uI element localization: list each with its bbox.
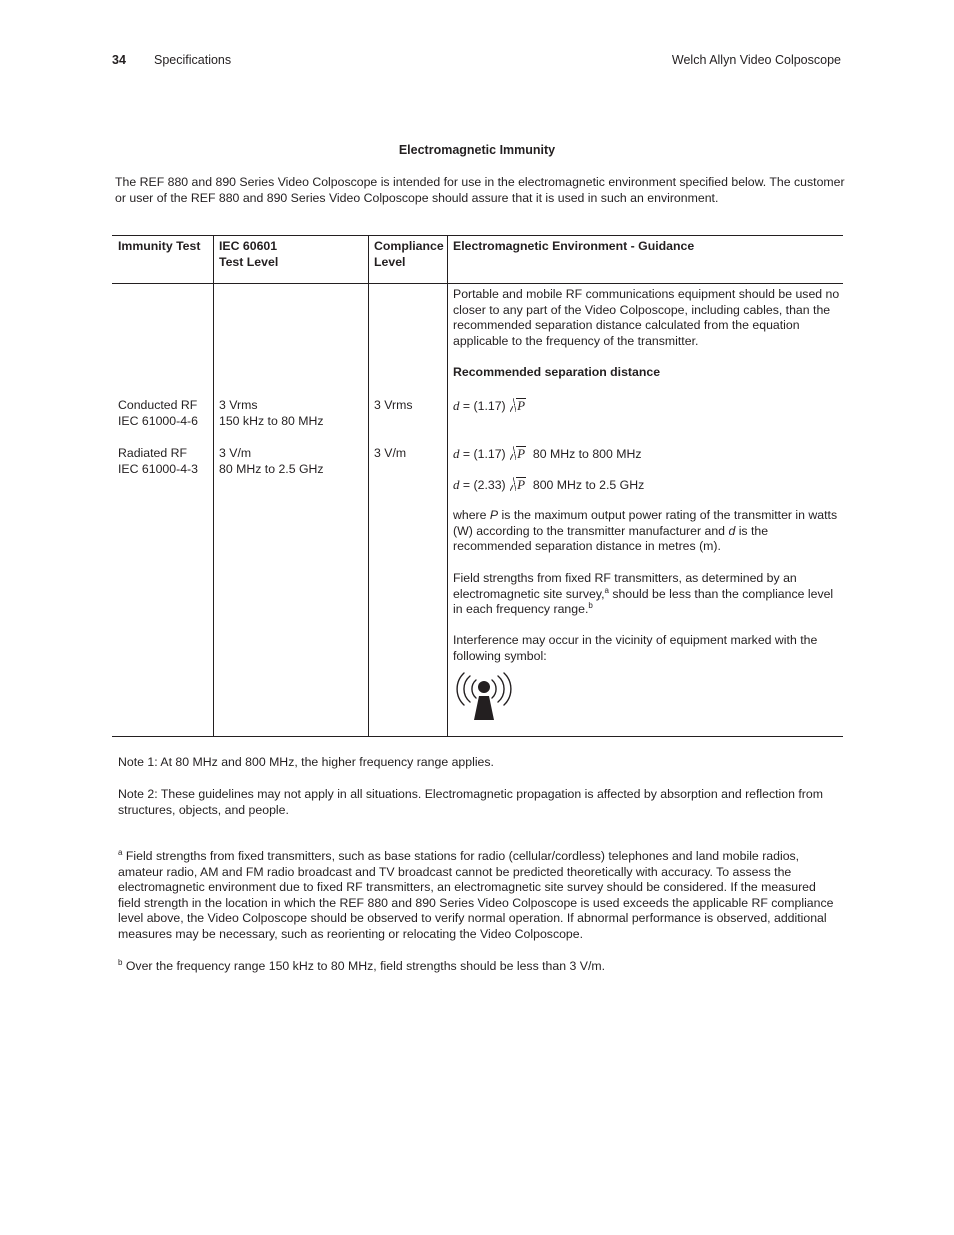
page-title: Electromagnetic Immunity	[398, 143, 556, 157]
row-conducted-level: 3 Vrms 150 kHz to 80 MHz	[219, 398, 324, 428]
where-paragraph: where P is the maximum output power rating of the transmitter in watts (W) according to the transmitter manufacturer and d is the recommended separation distance in metres (m).	[453, 508, 838, 553]
row-radiated-level: 3 V/m 80 MHz to 2.5 GHz	[219, 446, 324, 476]
note-1: Note 1: At 80 MHz and 800 MHz, the higher frequency range applies.	[118, 755, 494, 769]
header-immunity-test: Immunity Test	[118, 239, 201, 253]
table-header-rule	[112, 283, 843, 284]
product-name: Welch Allyn Video Colposcope	[671, 53, 841, 67]
interference-paragraph: Interference may occur in the vicinity of equipment marked with the following symbol:	[453, 633, 818, 663]
square-root-icon: P	[510, 398, 526, 415]
footnote-b: $^b$ Over the frequency range 150 kHz to 80 MHz, field strengths should be less than 3 V/m.	[118, 957, 606, 973]
square-root-icon: P	[510, 446, 526, 463]
formula-radiated-high: d = (2.33) P 800 MHz to 2.5 GHz	[453, 477, 645, 492]
page-number: 34	[112, 53, 126, 67]
table-top-rule	[112, 235, 843, 236]
table-bottom-rule	[112, 736, 843, 737]
square-root-icon: P	[510, 477, 526, 494]
non-ionizing-radiation-icon	[456, 672, 512, 722]
row-conducted-test: Conducted RF IEC 61000-4-6	[118, 398, 198, 428]
header-iec-test-level: IEC 60601 Test Level	[219, 239, 279, 269]
footnote-a: $^a$ Field strengths from fixed transmitters, such as base stations for radio (cellular/cordless) telephones and land mobile radios, amateur radio, AM and FM radio broadcast and TV broadcast cannot be predicted theoretically with accuracy. To assess the electromagnetic environment due to fixed RF transmitters, an electromagnetic site survey should be considered. If the measured field strength in the location in which the REF 880 and 890 Series Video Colposcope is used exceeds the applicable RF compliance level above, the Video Colposcope should be observed to verify normal operation. If abnormal performance is observed, additional measures may be necessary, such as reorienting or relocating the Video Colposcope.	[118, 847, 834, 941]
row-radiated-test: Radiated RF IEC 61000-4-3	[118, 446, 198, 476]
guidance-paragraph: Portable and mobile RF communications equipment should be used no closer to any part of the Video Colposcope, including cables, than the recommended separation distance calculated from the equation applicable to the frequency of the transmitter.	[453, 287, 840, 348]
header-guidance: Electromagnetic Environment - Guidance	[453, 239, 695, 253]
table-column-divider	[447, 235, 448, 736]
recommended-distance-heading: Recommended separation distance	[453, 365, 661, 379]
row-radiated-compliance: 3 V/m	[374, 446, 407, 460]
intro-paragraph: The REF 880 and 890 Series Video Colposcope is intended for use in the electromagnetic environment specified below. The customer or user of the REF 880 and 890 Series Video Colposcope should assure that it is used in such an environment.	[115, 175, 845, 205]
formula-conducted: d = (1.17) P	[453, 398, 526, 413]
table-column-divider	[368, 235, 369, 736]
formula-radiated-low: d = (1.17) P 80 MHz to 800 MHz	[453, 446, 642, 461]
note-2: Note 2: These guidelines may not apply in all situations. Electromagnetic propagation is affected by absorption and reflection from structures, objects, and people.	[118, 787, 823, 817]
field-strength-paragraph: Field strengths from fixed RF transmitters, as determined by an electromagnetic site survey,$^a$ should be less than the compliance level in each frequency range.$^b$	[453, 571, 834, 616]
section-name: Specifications	[154, 53, 232, 67]
row-conducted-compliance: 3 Vrms	[374, 398, 413, 412]
table-column-divider	[213, 235, 214, 736]
header-compliance-level: Compliance Level	[374, 239, 444, 269]
